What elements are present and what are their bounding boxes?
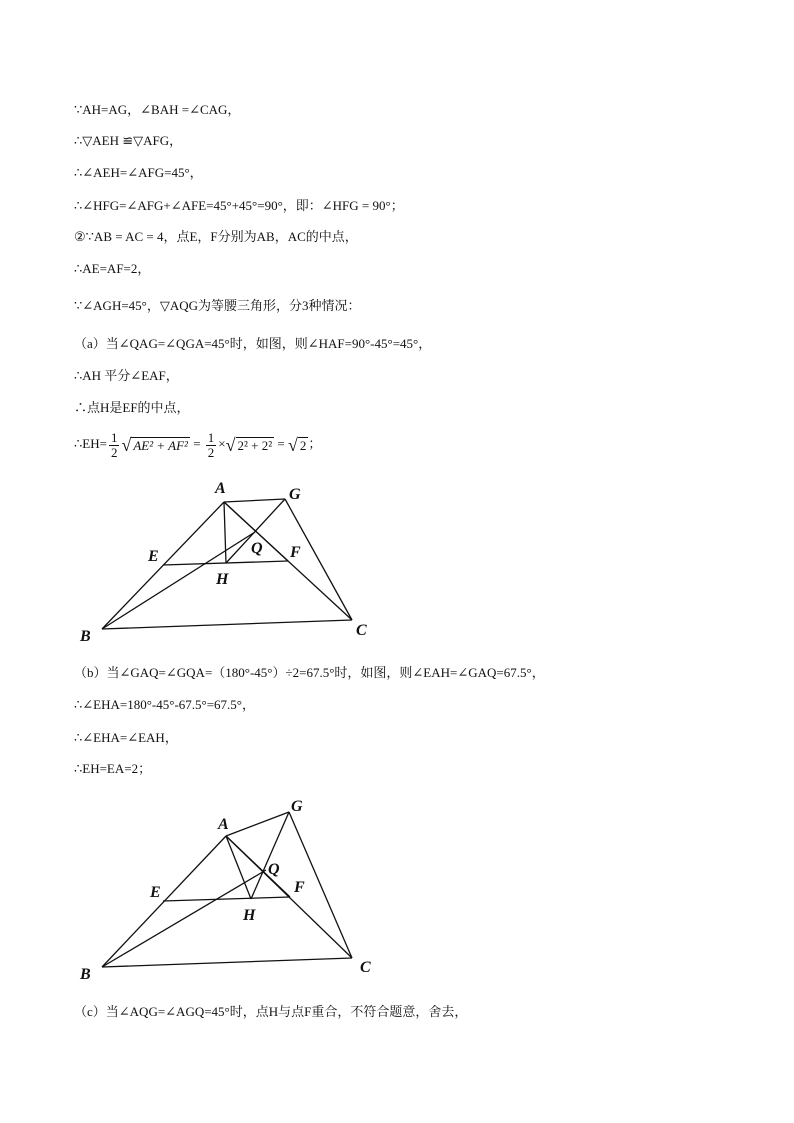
proof-line-1: ∵AH=AG，∠BAH =∠CAG， <box>74 102 241 117</box>
proof-line-14: ∴∠EHA=∠EAH， <box>74 730 178 745</box>
fraction-half-a <box>109 431 120 460</box>
proof-line-2: ∴▽AEH ≌▽AFG， <box>74 133 183 148</box>
label-H: H <box>216 571 229 588</box>
label-G: G <box>289 486 301 503</box>
segment-BQ <box>102 532 255 629</box>
label-Q: Q <box>268 861 280 878</box>
proof-line-4: ∴∠HFG=∠AFG+∠AFE=45°+45°=90°，即：∠HFG = 90°； <box>74 198 404 213</box>
radicand-a: AE² + AF² <box>133 437 188 453</box>
case-b-line: （b）当∠GAQ=∠GQA=（180°-45°）÷2=67.5°时，如图，则∠EAH=∠GAQ=67.5°， <box>74 665 545 680</box>
radicand-b: 2² + 2² <box>237 437 273 453</box>
label-E: E <box>150 884 161 901</box>
proof-line-10: ∴点H是EF的中点， <box>74 400 190 415</box>
radicand-c: 2 <box>299 437 307 453</box>
fraction-half-b <box>206 431 217 460</box>
proof-line-13: ∴∠EHA=180°-45°-67.5°=67.5°， <box>74 697 255 712</box>
label-A: A <box>218 816 229 833</box>
label-C: C <box>356 622 367 639</box>
proof-line-9: ∴AH 平分∠EAF， <box>74 368 179 383</box>
equals-2: = <box>274 436 288 451</box>
label-E: E <box>148 548 159 565</box>
fraction-num-b: 1 <box>207 429 215 445</box>
segment-AB <box>102 502 224 629</box>
times-sign: × <box>218 436 226 451</box>
segment-BC <box>102 620 352 629</box>
label-B: B <box>80 628 91 645</box>
label-G: G <box>291 798 303 815</box>
formula-prefix: ∴EH= <box>74 436 107 451</box>
proof-line-15: ∴EH=EA=2； <box>74 761 152 776</box>
figure-case-a <box>0 470 794 650</box>
segment-AH <box>224 502 226 563</box>
fraction-num-a: 1 <box>110 429 118 445</box>
formula-end: ； <box>308 436 322 451</box>
segment-AG <box>224 499 285 502</box>
label-F: F <box>294 879 305 896</box>
label-A: A <box>215 480 226 497</box>
case-c-line: （c）当∠AQG=∠AGQ=45°时，点H与点F重合，不符合题意，舍去， <box>74 1004 468 1019</box>
sqrt-sign-a: √ <box>121 435 132 456</box>
eh-formula-line <box>74 428 321 461</box>
label-C: C <box>360 959 371 976</box>
fraction-den-b: 2 <box>207 444 215 460</box>
proof-line-7: ∵∠AGH=45°，▽AQG为等腰三角形，分3种情况： <box>74 298 361 313</box>
label-B: B <box>80 966 91 983</box>
proof-line-5: ②∵AB = AC = 4，点E，F分别为AB，AC的中点， <box>74 229 358 244</box>
segment-BQ <box>102 870 266 967</box>
equals-1: = <box>189 436 204 451</box>
fraction-den-a: 2 <box>110 444 118 460</box>
segment-HG <box>251 812 289 899</box>
proof-line-3: ∴∠AEH=∠AFG=45°， <box>74 165 203 180</box>
proof-line-6: ∴AE=AF=2， <box>74 261 151 276</box>
segment-AH <box>226 836 251 899</box>
label-Q: Q <box>251 540 263 557</box>
label-F: F <box>290 544 301 561</box>
label-H: H <box>243 907 256 924</box>
case-a-line: （a）当∠QAG=∠QGA=45°时，如图，则∠HAF=90°-45°=45°， <box>74 336 432 351</box>
segment-EF <box>163 897 290 901</box>
sqrt-sign-c: √ <box>288 435 298 456</box>
sqrt-sign-b: √ <box>225 435 236 456</box>
figure-case-b <box>0 790 794 990</box>
segment-BC <box>102 958 352 967</box>
